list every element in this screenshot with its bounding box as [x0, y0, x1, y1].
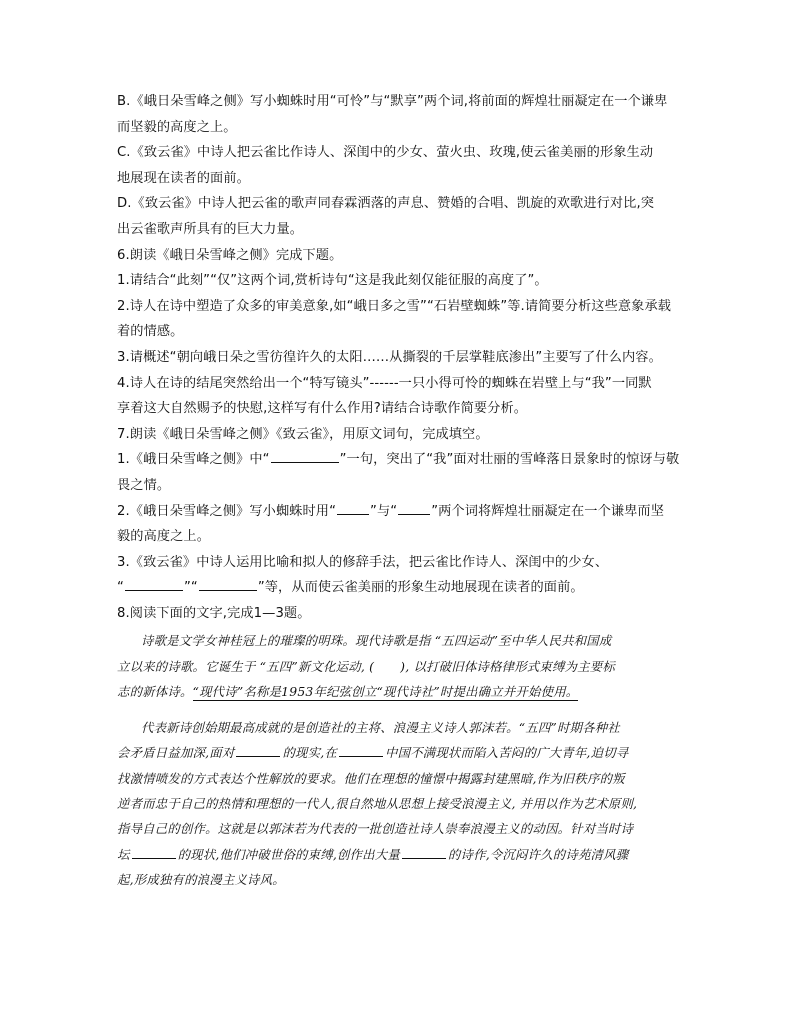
question-7-2-line-2: 毅的高度之上。	[117, 529, 211, 545]
q7-2-text-pre: 2.《峨日朵雪峰之侧》写小蜘蛛时用“	[117, 503, 337, 519]
passage-p1-line-3	[117, 679, 682, 704]
question-6-title: 6.朗读《峨日朵雪峰之侧》完成下题。	[117, 247, 343, 263]
passage-p2-line-2-c: 中国不满现状而陷入苦闷的广大青年,迫切寻	[384, 745, 629, 761]
passage-blank-2[interactable]	[339, 744, 383, 757]
q7-3-answer-blank-2[interactable]	[199, 577, 257, 591]
passage-blank-3[interactable]	[132, 846, 176, 859]
passage-p1-line-3-text: 志的新体诗。	[117, 684, 193, 700]
passage-p2-line-2-b: 的现实,在	[282, 745, 337, 761]
question-7-3-line-1: 3.《致云雀》中诗人运用比喻和拟人的修辞手法，把云雀比作诗人、深闺中的少女、	[117, 554, 609, 570]
q7-3-text-mid: ”“	[183, 580, 198, 596]
option-d-line-2: 出云雀歌声所具有的巨大力量。	[117, 221, 304, 237]
passage-p2-line-2	[117, 740, 682, 765]
question-8-title: 8.阅读下面的文字,完成1—3题。	[117, 605, 311, 621]
q7-2-answer-blank-2[interactable]	[398, 501, 430, 515]
question-7-2-line-1	[117, 499, 682, 525]
q7-3-text-post: ”等，从而使云雀美丽的形象生动地展现在读者的面前。	[257, 580, 584, 596]
passage-p2-line-3: 找激情喷发的方式表达个性解放的要求。他们在理想的憧憬中揭露封建黑暗,作为旧秩序的叛	[117, 770, 625, 786]
q7-2-answer-blank-1[interactable]	[337, 501, 369, 515]
reading-passage	[117, 628, 682, 892]
question-6-1: 1.请结合“此刻”“仅”这两个词,赏析诗句“这是我此刻仅能征服的高度了”。	[117, 273, 548, 289]
q7-2-text-post: ”两个词将辉煌壮丽凝定在一个谦卑而坚	[431, 503, 665, 519]
q7-2-text-mid: ”与“	[370, 503, 398, 519]
passage-p1-line-2-post: ), 以打破旧体诗格律形式束缚为主要标	[400, 658, 615, 674]
passage-p2-line-4: 逆者而忠于自己的热情和理想的一代人,很自然地从思想上接受浪漫主义, 并用以作为艺术原则,	[117, 795, 638, 811]
option-b-line-1: B.《峨日朵雪峰之侧》写小蜘蛛时用“可怜”与“默享”两个词,将前面的辉煌壮丽凝定在一个谦卑	[117, 94, 668, 109]
q7-1-text-post: ”一句，突出了“我”面对壮丽的雪峰落日景象时的惊讶与敬	[339, 452, 680, 468]
question-7-3-line-2	[117, 575, 682, 601]
passage-blank-4[interactable]	[402, 846, 446, 859]
passage-p1-line-1: 诗歌是文学女神桂冠上的璀璨的明珠。现代诗歌是指 “五四运动”至中华人民共和国成	[141, 633, 612, 649]
passage-p2-line-5: 指导自己的创作。这就是以郭沫若为代表的一批创造社诗人崇奉浪漫主义的动因。针对当时诗	[117, 821, 634, 837]
question-6-4-line-2: 享着这大自然赐予的快慰,这样写有什么作用?请结合诗歌作简要分析。	[117, 401, 528, 417]
question-6-4-line-1: 4.诗人在诗的结尾突然给出一个“特写镜头”------一只小得可怜的蜘蛛在岩壁上与“我”一同默	[117, 375, 652, 391]
q7-3-answer-blank-1[interactable]	[125, 577, 183, 591]
passage-blank-1[interactable]	[236, 744, 280, 757]
option-d-line-1: D.《致云雀》中诗人把云雀的歌声同春霖洒落的声息、赞婚的合唱、凯旋的欢歌进行对比,突	[117, 196, 655, 212]
paragraph-gap	[117, 705, 682, 715]
passage-p2-line-6-c: 的诗作,令沉闷许久的诗苑清风骤	[447, 846, 629, 862]
passage-p2-line-1: 代表新诗创始期最高成就的是创造社的主将、浪漫主义诗人郭沫若。“五四”时期各种社	[141, 719, 620, 735]
option-b-line-2: 而坚毅的高度之上。	[117, 119, 237, 135]
passage-underlined-sentence: “现代诗”名称是1953年纪弦创立“现代诗社”时提出确立并开始使用。	[192, 684, 579, 700]
passage-p2-line-6-a: 坛	[117, 846, 130, 862]
passage-p1-line-2	[117, 654, 682, 679]
q7-1-answer-blank[interactable]	[271, 449, 339, 463]
document-content	[117, 89, 682, 893]
option-c-line-1: C.《致云雀》中诗人把云雀比作诗人、深闺中的少女、萤火虫、玫瑰,使云雀美丽的形象生动	[117, 145, 654, 161]
question-6-3: 3.请概述“朝向峨日朵之雪彷徨许久的太阳……从撕裂的千层掌鞋底渗出”主要写了什么内容。	[117, 349, 662, 365]
q7-1-text-pre: 1.《峨日朵雪峰之侧》中“	[117, 452, 270, 468]
question-7-1-line-2: 畏之情。	[117, 477, 171, 493]
option-c-line-2: 地展现在读者的面前。	[117, 170, 250, 186]
question-7-title: 7.朗读《峨日朵雪峰之侧》《致云雀》，用原文词句，完成填空。	[117, 426, 489, 442]
q7-3-open-quote: “	[117, 580, 124, 596]
question-6-2-line-1: 2.诗人在诗中塑造了众多的审美意象,如“峨日多之雪”“石岩壁蜘蛛”等.请简要分析这些意象承载	[117, 298, 672, 314]
passage-p2-line-2-a: 会矛盾日益加深,面对	[117, 745, 235, 761]
question-7-1-line-1	[117, 447, 682, 473]
passage-p1-line-2-pre: 立以来的诗歌。它诞生于 “五四”新文化运动, (	[117, 658, 375, 674]
passage-p2-line-7: 起,形成独有的浪漫主义诗风。	[117, 872, 285, 888]
question-6-2-line-2: 着的情感。	[117, 324, 184, 340]
passage-p2-line-6-b: 的现状,他们冲破世俗的束缚,创作出大量	[177, 846, 400, 862]
passage-p2-line-6	[117, 842, 682, 867]
